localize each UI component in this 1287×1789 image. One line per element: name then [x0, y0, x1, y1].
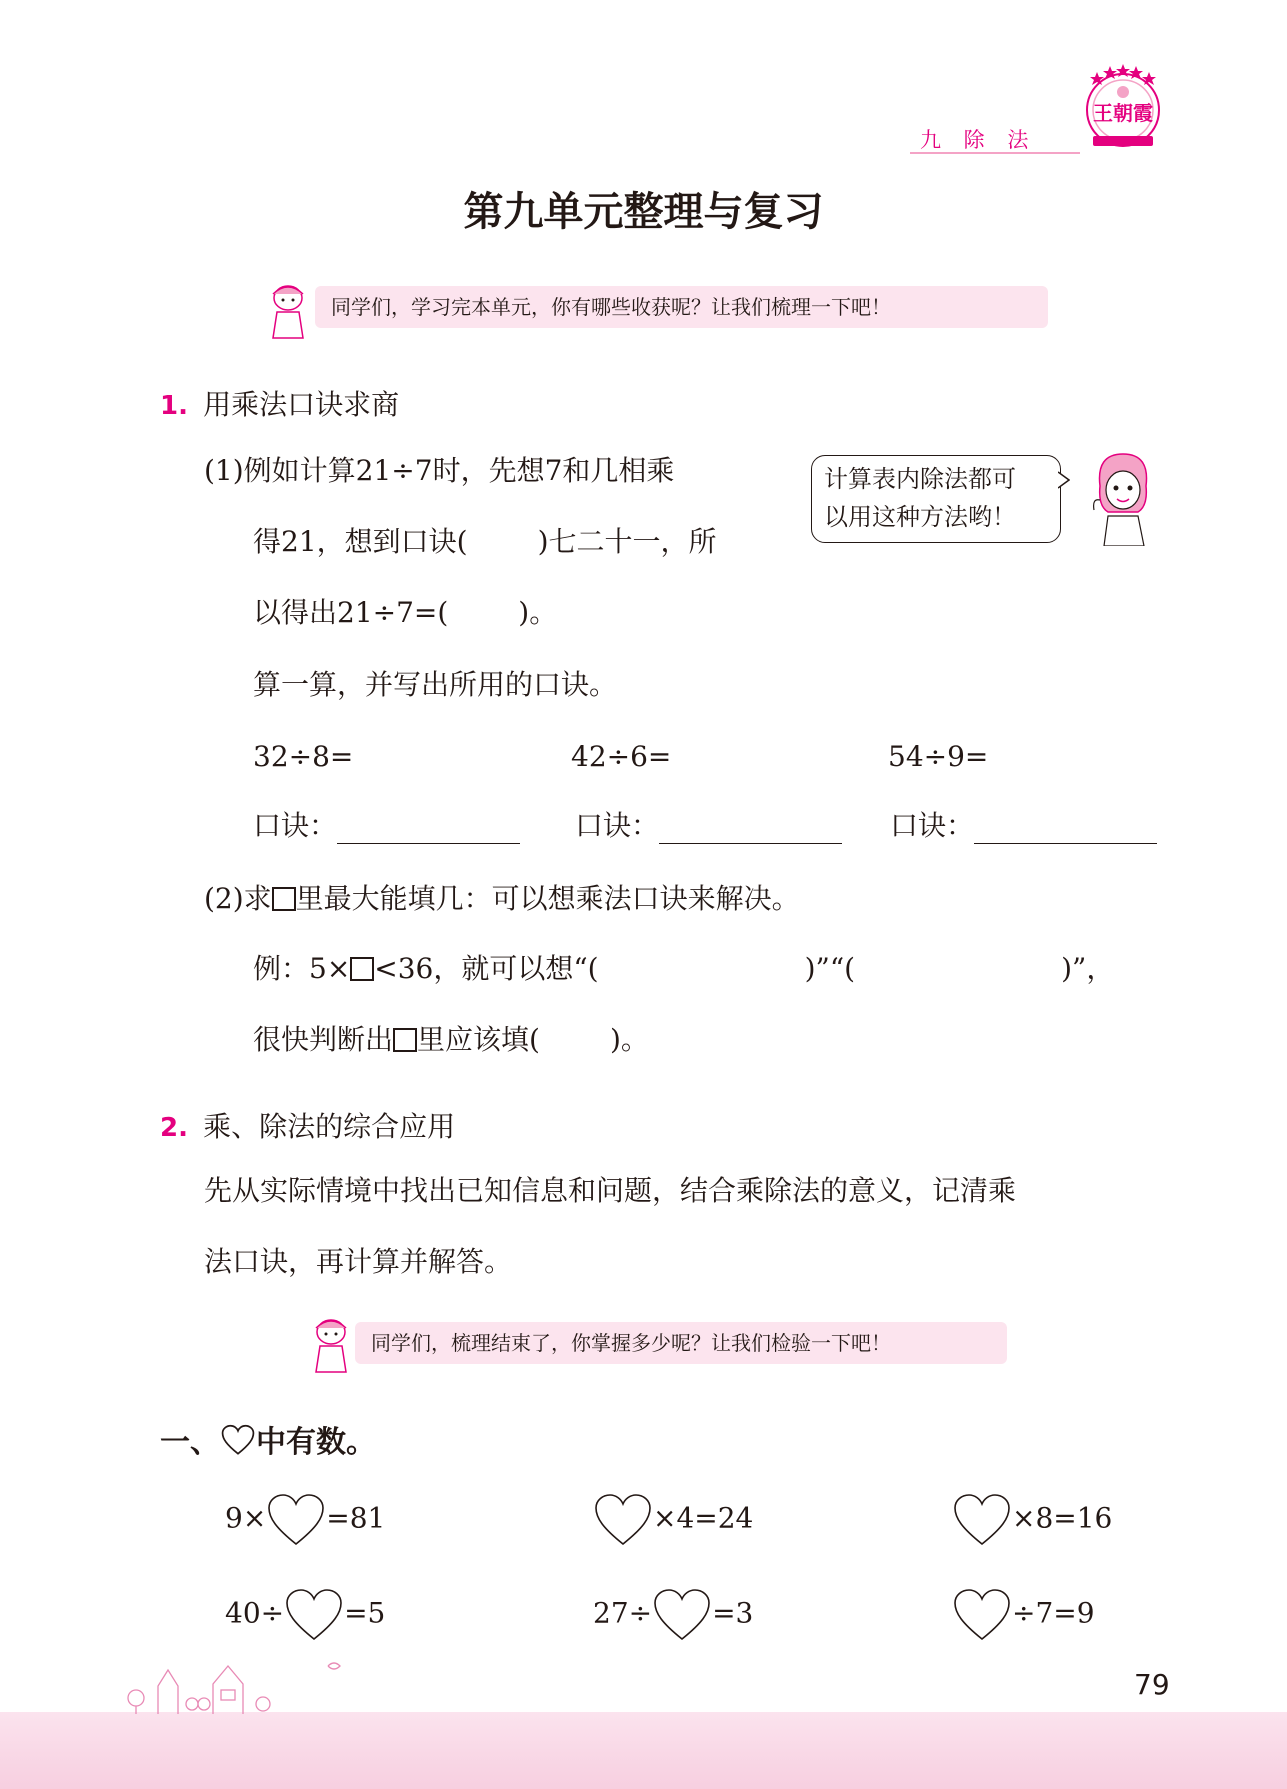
section-title: 用乘法口诀求商: [203, 388, 400, 421]
square-box-icon: [272, 887, 296, 911]
text-fragment: )”，: [1061, 952, 1115, 985]
speech-line: 以用这种方法哟！: [824, 503, 1016, 531]
equation-text: ×4=24: [653, 1501, 754, 1535]
town-skyline-icon: [118, 1656, 348, 1716]
koujue-field: [575, 808, 842, 844]
text-fragment: )。: [518, 596, 558, 629]
koujue-label: 口诀：: [575, 809, 660, 842]
text-fragment: )七二十一，所: [537, 525, 717, 558]
review-banner: 同学们，梳理结束了，你掌握多少呢？让我们检验一下吧！: [355, 1322, 1007, 1364]
page-title: 第九单元整理与复习: [463, 189, 824, 235]
equation-text: 9×: [225, 1501, 267, 1535]
heart-equation: [952, 1587, 1095, 1643]
koujue-blank[interactable]: [659, 813, 842, 844]
boy-mascot-icon: [308, 1316, 354, 1376]
chapter-label: 九 除 法: [920, 128, 1037, 152]
text-line: 先从实际情境中找出已知信息和问题，结合乘除法的意义，记清乘: [204, 1174, 1017, 1207]
page-number: 79: [1134, 1668, 1170, 1701]
text-line: [253, 951, 1114, 987]
koujue-label: 口诀：: [890, 809, 975, 842]
koujue-field: [890, 808, 1157, 844]
text-line: (1)例如计算21÷7时，先想7和几相乘: [204, 454, 675, 487]
exercise-number: 一、: [160, 1425, 220, 1460]
equation-text: ×8=16: [1012, 1501, 1113, 1535]
text-fragment: 里应该填(: [417, 1023, 540, 1056]
calc-expression: 42÷6=: [571, 740, 672, 773]
boy-mascot-icon: [265, 282, 311, 342]
text-fragment: )。: [609, 1023, 649, 1056]
heart-icon[interactable]: [266, 1492, 326, 1548]
speech-bubble: [811, 455, 1061, 543]
equation-text: =3: [712, 1596, 754, 1630]
text-fragment: 得21，想到口诀(: [253, 525, 468, 558]
intro-banner: 同学们，学习完本单元，你有哪些收获呢？让我们梳理一下吧！: [315, 286, 1048, 328]
koujue-label: 口诀：: [253, 809, 338, 842]
logo-text: 王朝霞: [1093, 101, 1153, 125]
speech-line: 计算表内除法都可: [824, 465, 1016, 493]
exercise-title: 中有数。: [256, 1425, 376, 1460]
heart-icon: [220, 1424, 256, 1456]
heart-equation: [952, 1492, 1112, 1548]
footer-band: [0, 1712, 1287, 1789]
section-number: 1.: [160, 391, 188, 421]
text-line: [204, 881, 800, 917]
text-line: [253, 595, 557, 631]
square-box-icon: [393, 1028, 417, 1052]
equation-text: 27÷: [593, 1596, 653, 1630]
equation-text: =5: [344, 1596, 386, 1630]
koujue-blank[interactable]: [337, 813, 520, 844]
square-box-icon: [350, 957, 374, 981]
heart-icon[interactable]: [952, 1492, 1012, 1548]
heart-equation: [593, 1492, 753, 1548]
text-line: [253, 524, 717, 560]
equation-text: =81: [326, 1501, 386, 1535]
equation-text: ÷7=9: [1012, 1596, 1095, 1630]
heart-equation: [225, 1587, 385, 1643]
girl-mascot-icon: [1090, 450, 1156, 546]
heart-equation: [225, 1492, 385, 1548]
calc-expression: 54÷9=: [888, 740, 989, 773]
chapter-underline: [910, 152, 1080, 154]
speech-tail-icon: [1058, 470, 1070, 490]
text-line: [253, 1022, 649, 1058]
koujue-field: [253, 808, 520, 844]
section-number: 2.: [160, 1113, 188, 1143]
text-fragment: 很快判断出: [253, 1023, 394, 1056]
text-fragment: 例：5×: [253, 952, 351, 985]
heart-icon[interactable]: [284, 1587, 344, 1643]
heart-icon[interactable]: [952, 1587, 1012, 1643]
section-2-heading: [160, 1105, 455, 1145]
calc-expression: 32÷8=: [253, 740, 354, 773]
section-title: 乘、除法的综合应用: [203, 1110, 456, 1143]
heart-equation: [593, 1587, 753, 1643]
section-1-heading: [160, 383, 399, 423]
text-fragment: 里最大能填几：可以想乘法口诀来解决。: [295, 882, 800, 915]
text-line: 算一算，并写出所用的口诀。: [253, 668, 618, 701]
heart-icon[interactable]: [593, 1492, 653, 1548]
text-fragment: <36，就可以想“(: [374, 952, 599, 985]
text-fragment: 以得出21÷7=(: [253, 596, 449, 629]
text-line: 法口诀，再计算并解答。: [204, 1245, 513, 1278]
text-fragment: (2)求: [204, 882, 272, 915]
koujue-blank[interactable]: [974, 813, 1157, 844]
exercise-1-heading: [160, 1417, 376, 1461]
heart-icon[interactable]: [652, 1587, 712, 1643]
equation-text: 40÷: [225, 1596, 285, 1630]
text-fragment: )”“(: [804, 952, 856, 985]
